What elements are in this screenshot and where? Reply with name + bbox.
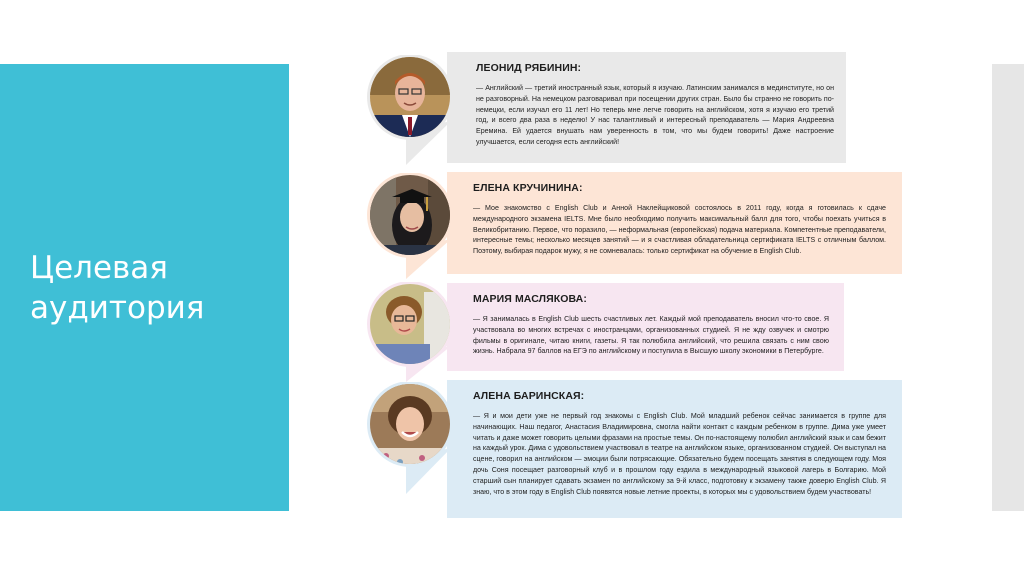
testimonial-card-4 bbox=[447, 380, 902, 518]
testimonial-name: АЛЕНА БАРИНСКАЯ: bbox=[473, 390, 585, 402]
graduate-woman-photo-icon bbox=[366, 173, 456, 279]
testimonial-name: ЛЕОНИД РЯБИНИН: bbox=[476, 62, 582, 74]
testimonial-text: — Английский — третий иностранный язык, который я изучаю. Латинским занимался в мединституте, но он не разговорный. На немецком разговаривал при посещении других стран. Было бы странно не говорить по-немецки, если изучал его 11 лет! Но теперь мне легче говорить на английском, хотя я изучаю его третий год, и всего два раза в неделю! У нас талантливый и интересный преподаватель — Мария Андреевна Еремина. Ей удается внушать нам уверенность в том, что мы будем говорить! Даже настроение улучшается, если сегодня есть английский! bbox=[476, 84, 834, 146]
testimonial-name: ЕЛЕНА КРУЧИНИНА: bbox=[473, 182, 583, 194]
testimonial-card-1 bbox=[447, 52, 846, 163]
testimonial-name: МАРИЯ МАСЛЯКОВА: bbox=[473, 293, 587, 305]
slide-edge-strip bbox=[992, 64, 1024, 511]
testimonial-text: — Я занималась в English Club шесть счастливых лет. Каждый мой преподаватель вносил что-то свое. Я участвовала во многих встречах с иностранцами, организованных студией. Я не жду озвучек и смотрю фильмы в оригинале, читаю книги, газеты. Я так полюбила английский, что решила связать с ним свою жизнь. Набрала 97 баллов на ЕГЭ по английскому и поступила в Высшую школу экономики в Петербурге. bbox=[473, 315, 829, 356]
testimonial-card-3 bbox=[447, 283, 844, 371]
man-portrait-photo-icon bbox=[366, 55, 456, 165]
slide-title-line1: Целевая bbox=[30, 250, 168, 286]
woman-glasses-photo-icon bbox=[366, 282, 456, 382]
testimonial-card-2 bbox=[447, 172, 902, 274]
testimonial-text: — Я и мои дети уже не первый год знакомы с English Club. Мой младший ребенок сейчас занимается в группе для начинающих. Наш педагог, Анастасия Владимировна, смогла найти контакт с каждым ребенком в группе. Дима уже умеет читать и даже может говорить целыми фразами на простые темы. Он по-настоящему полюбил английский язык и сам бежит на каждый урок. Дима с удовольствием участвовал в театре на английском языке, организованном студией. Он выступал на сцене, говорил на английском — эмоции были потрясающие. Обязательно будем посещать занятия в следующем году. Моя дочь Соня посещает разговорный клуб и в прошлом году ездила в международный языковой лагерь в Болгарию. Мой старший сын планирует сдавать экзамен по английскому за 9-й класс, подготовку к экзамену также доверю English Club. Я знаю, что в этом году в English Club появятся новые летние проекты, в которых мы с удовольствием будем участвовать! bbox=[473, 412, 886, 496]
smiling-woman-photo-icon bbox=[366, 382, 456, 494]
testimonial-text: — Мое знакомство с English Club и Анной Наклейщиковой состоялось в 2011 году, когда я готовилась к сдаче международного экзамена IELTS. Мне было необходимо получить максимальный балл для того, чтобы поехать учиться в Великобританию. Первое, что поразило, — неформальная (европейская) подача материала. Компетентные преподаватели, интересные темы; несколько месяцев занятий — и я счастливая обладательница сертификата IELTS с отличным баллом. Поэтому, выбирая подарок мужу, я не сомневалась: только сертификат на обучение в English Club. bbox=[473, 204, 886, 256]
slide-title-line2: аудитория bbox=[30, 290, 205, 326]
slide-title bbox=[30, 248, 280, 328]
